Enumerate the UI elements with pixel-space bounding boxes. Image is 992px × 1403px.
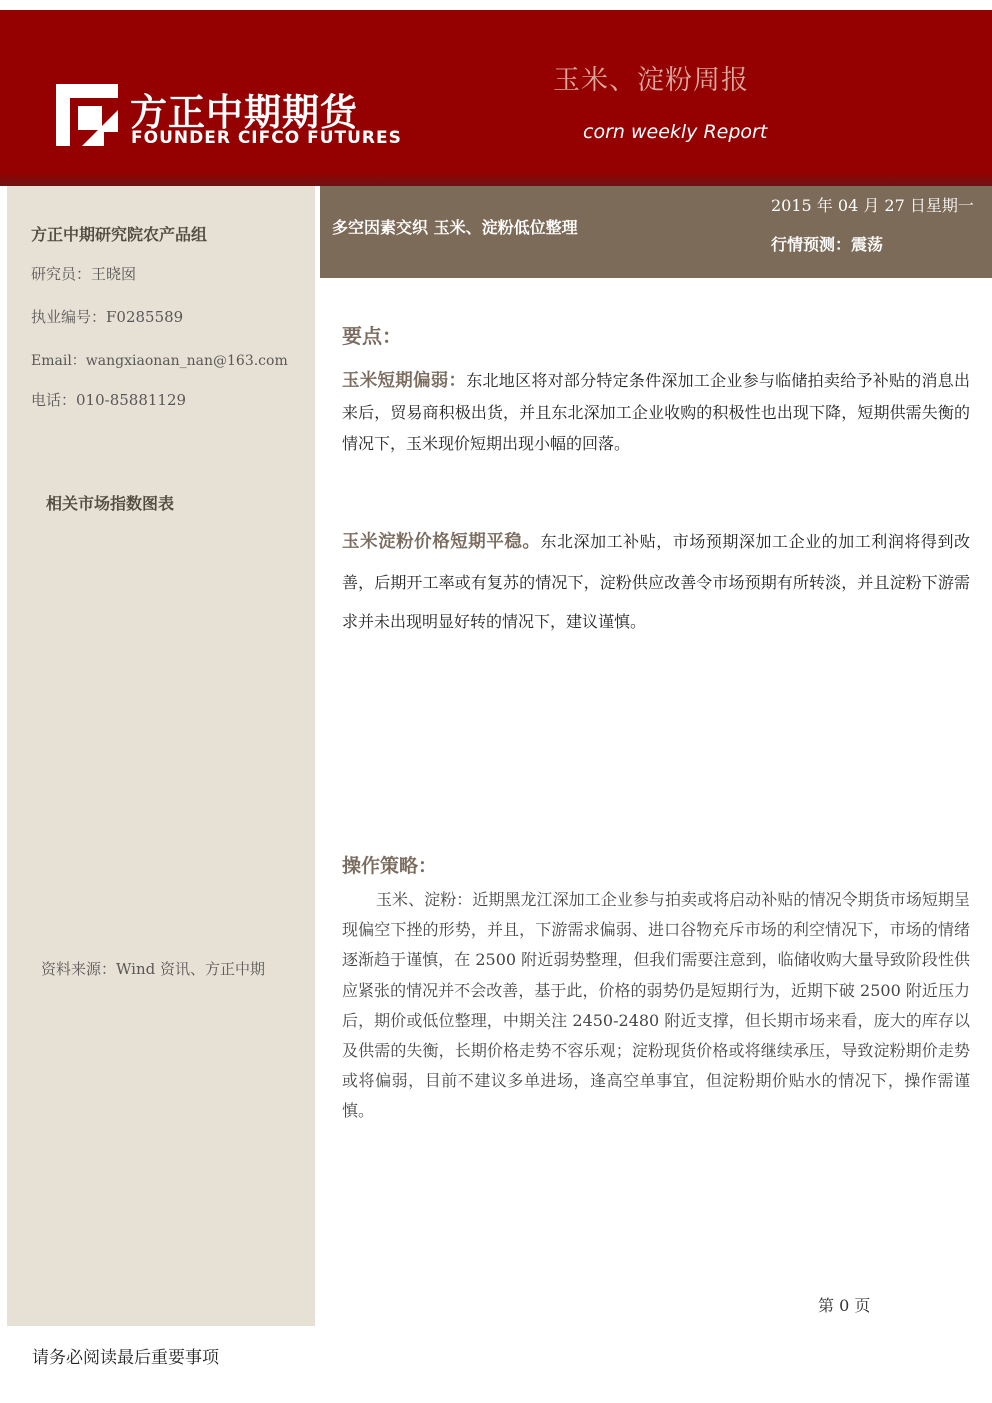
headline: 多空因素交织 玉米、淀粉低位整理	[332, 218, 578, 237]
key-point-corn-text: 东北地区将对部分特定条件深加工企业参与临储拍卖给予补贴的消息出来后，贸易商积极出货，并且东北深加工企业收购的积极性也出现下降，短期供需失衡的情况下，玉米现价短期出现小幅的回落。	[342, 371, 970, 453]
header-banner-shadow	[0, 172, 992, 186]
research-group: 方正中期研究院农产品组	[31, 225, 208, 244]
market-forecast: 行情预测：震荡	[771, 235, 884, 254]
strategy-text: 玉米、淀粉：近期黑龙江深加工企业参与拍卖或将启动补贴的情况令期货市场短期呈现偏空下挫的形势，并且，下游需求偏弱、进口谷物充斥市场的利空情况下，市场的情绪逐渐趋于谨慎，在 2500 附近弱势整理，但我们需要注意到，临储收购大量导致阶段性供应紧张的情况并不会改善，基于此，价格的弱势仍是短期行为，近期下破 2500 附近压力后，期价或低位整理，中期关注 2450-2480 附近支撑，但长期市场来看，庞大的库存以及供需的失衡，长期价格走势不容乐观；淀粉现货价格或将继续承压，导致淀粉期价走势或将偏弱，目前不建议多单进场，逢高空单事宜，但淀粉期价贴水的情况下，操作需谨慎。	[342, 890, 970, 1121]
footer-note: 请务必阅读最后重要事项	[32, 1348, 219, 1368]
info-bar	[320, 186, 992, 278]
company-logo-cn: 方正中期期货	[130, 91, 358, 134]
page-number: 第 0 页	[818, 1296, 871, 1315]
key-point-starch	[342, 522, 970, 642]
founder-logo-icon	[56, 84, 118, 146]
contact-email[interactable]: Email：wangxiaonan_nan@163.com	[31, 353, 288, 369]
sidebar	[7, 186, 315, 1326]
contact-phone: 电话：010-85881129	[31, 391, 187, 409]
key-point-starch-text: 东北深加工补贴，市场预期深加工企业的加工利润将得到改善，后期开工率或有复苏的情况下，淀粉供应改善令市场预期有所转淡，并且淀粉下游需求并未出现明显好转的情况下，建议谨慎。	[342, 532, 970, 631]
report-title: 玉米、淀粉周报	[553, 65, 749, 96]
charts-heading: 相关市场指数图表	[46, 494, 175, 513]
data-source: 资料来源：Wind 资讯、方正中期	[41, 960, 265, 978]
company-logo-en: FOUNDER CIFCO FUTURES	[131, 128, 402, 148]
key-point-corn-lead: 玉米短期偏弱：	[342, 371, 467, 391]
key-point-corn	[342, 365, 970, 459]
report-subtitle: corn weekly Report	[583, 121, 768, 143]
key-point-starch-lead: 玉米淀粉价格短期平稳。	[342, 532, 541, 552]
report-date: 2015 年 04 月 27 日星期一	[771, 196, 974, 215]
researcher-name: 研究员：王晓囡	[31, 265, 137, 283]
license-number: 执业编号：F0285589	[31, 308, 184, 326]
strategy-title: 操作策略：	[342, 855, 438, 877]
key-points-title: 要点：	[342, 324, 402, 348]
